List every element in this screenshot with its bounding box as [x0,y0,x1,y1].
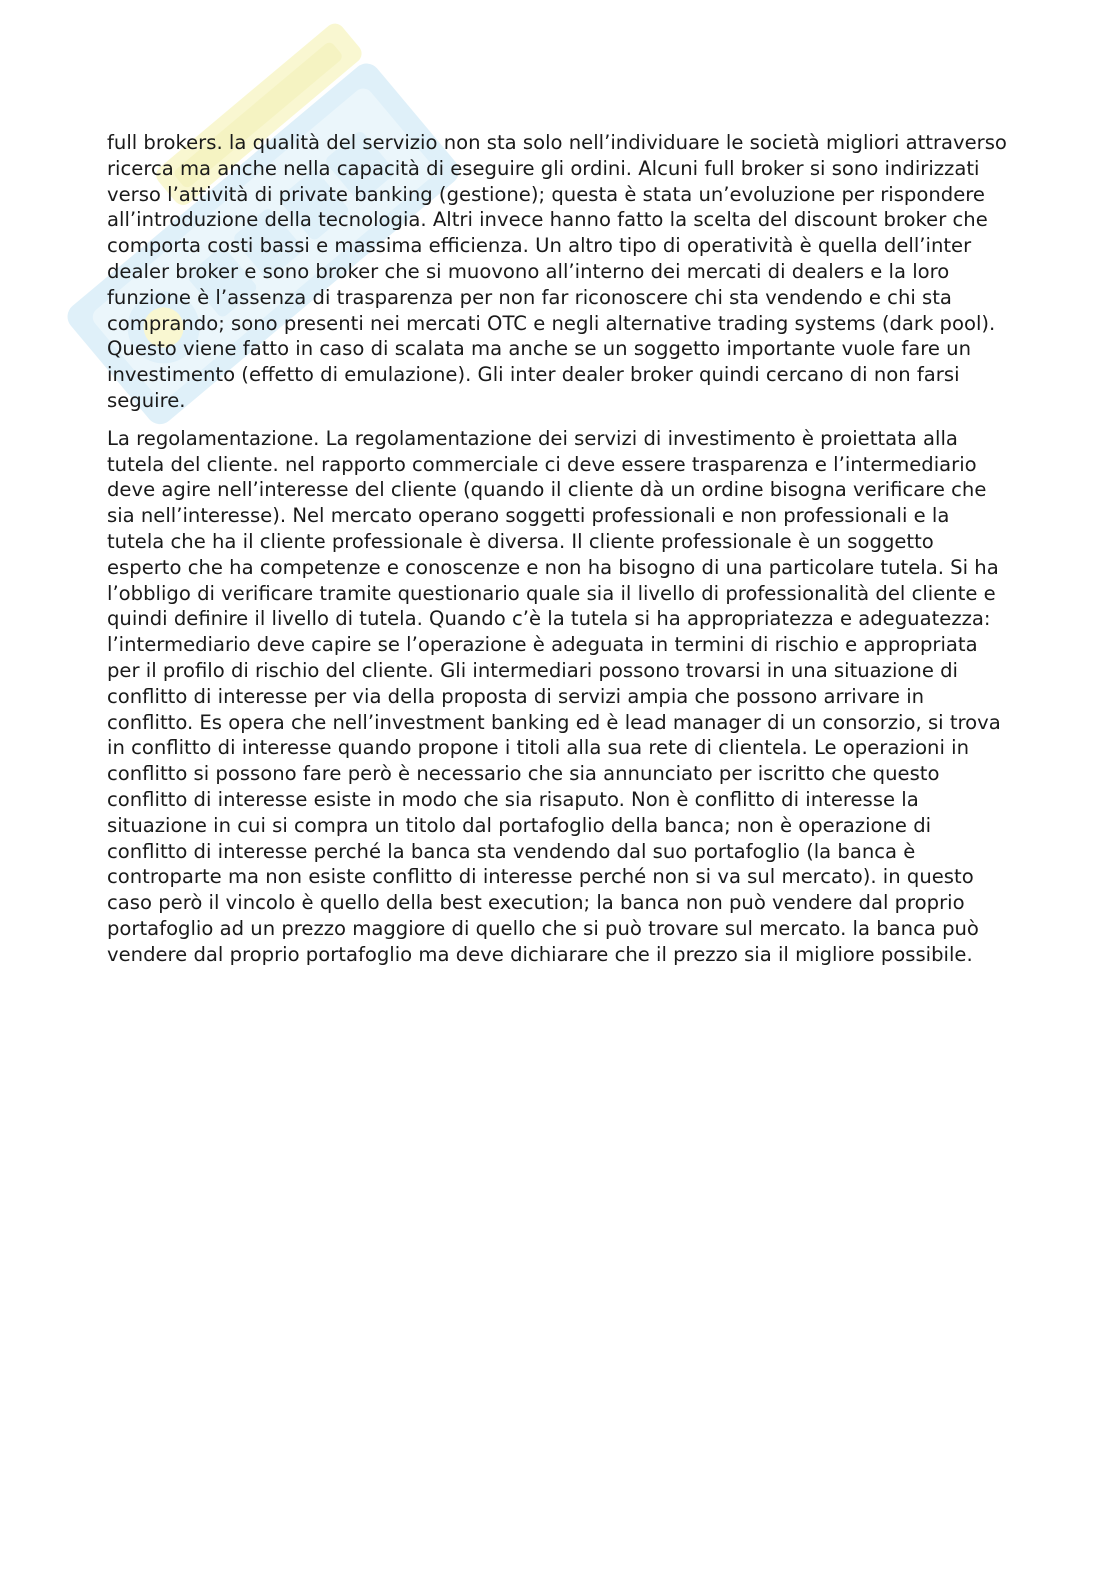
paragraph-brokers: full brokers. la qualità del servizio non sta solo nell’individuare le società migliori attraverso ricerca ma anche nella capacità di eseguire gli ordini. Alcuni full broker si sono indirizzati verso l’attività di private banking (gestione); questa è stata un’evoluzione per rispondere all’introduzione della tecnologia. Altri invece hanno fatto la scelta del discount broker che comporta costi bassi e massima efficienza. Un altro tipo di operatività è quella dell’inter dealer broker e sono broker che si muovono all’interno dei mercati di dealers e la loro funzione è l’assenza di trasparenza per non far riconoscere chi sta vendendo e chi sta comprando; sono presenti nei mercati OTC e negli alternative trading systems (dark pool). Questo viene fatto in caso di scalata ma anche se un soggetto importante vuole fare un investimento (effetto di emulazione). Gli inter dealer broker quindi cercano di non farsi seguire. [107,131,1007,412]
paragraph-regolamentazione: La regolamentazione. La regolamentazione dei servizi di investimento è proiettata alla tutela del cliente. nel rapporto commerciale ci deve essere trasparenza e l’intermediario deve agire nell’interesse del cliente (quando il cliente dà un ordine bisogna verificare che sia nell’interesse). Nel mercato operano soggetti professionali e non professionali e la tutela che ha il cliente professionale è diversa. Il cliente professionale è un soggetto esperto che ha competenze e conoscenze e non ha bisogno di una particolare tutela. Si ha l’obbligo di verificare tramite questionario quale sia il livello di professionalità del cliente e quindi definire il livello di tutela. Quando c’è la tutela si ha appropriatezza e adeguatezza: l’intermediario deve capire se l’operazione è adeguata in termini di rischio e appropriata per il profilo di rischio del cliente. Gli intermediari possono trovarsi in una situazione di conflitto di interesse per via della proposta di servizi ampia che possono arrivare in conflitto. Es opera che nell’investment banking ed è lead manager di un consorzio, si trova in conflitto di interesse quando propone i titoli alla sua rete di clientela. Le operazioni in conflitto si possono fare però è necessario che sia annunciato per iscritto che questo conflitto di interesse esiste in modo che sia risaputo. Non è conflitto di interesse la situazione in cui si compra un titolo dal portafoglio della banca; non è operazione di conflitto di interesse perché la banca sta vendendo dal suo portafoglio (la banca è controparte ma non esiste conflitto di interesse perché non si va sul mercato). in questo caso però il vincolo è quello della best execution; la banca non può vendere dal proprio portafoglio ad un prezzo maggiore di quello che si può trovare sul mercato. la banca può vendere dal proprio portafoglio ma deve dichiarare che il prezzo sia il migliore possibile. [107,426,1001,966]
document-body [107,130,1007,980]
